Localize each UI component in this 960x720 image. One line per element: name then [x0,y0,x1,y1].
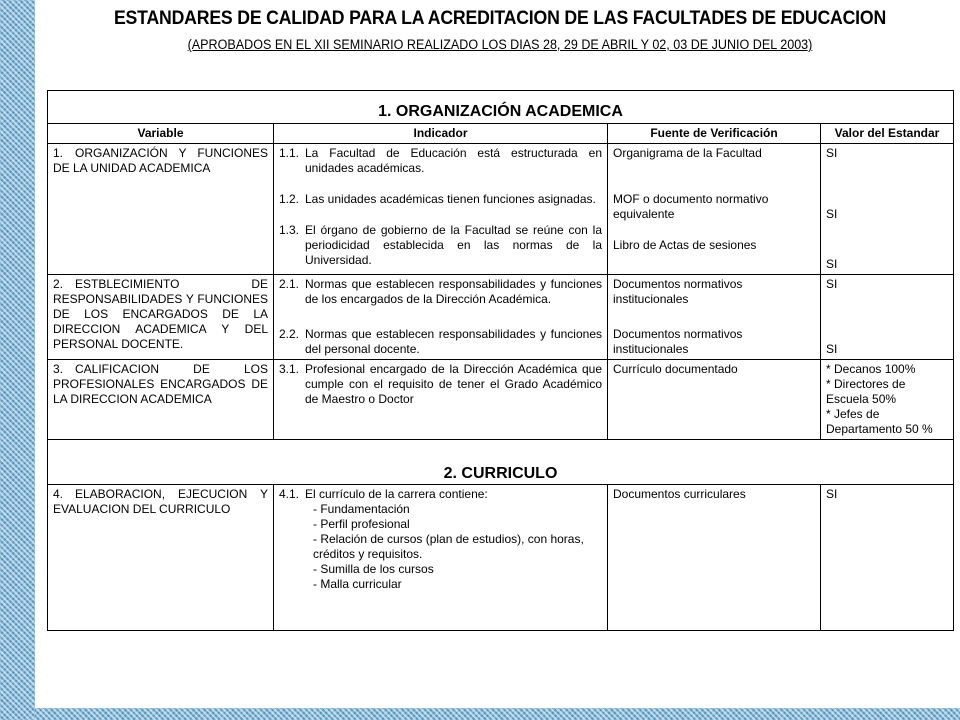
indicator-number: 2.1. [279,277,300,291]
source-item: Documentos normativos institucionales [613,327,743,356]
value-cell [821,485,954,631]
value-item: * Decanos 100% [826,362,916,376]
value-cell [821,275,954,360]
variable-cell [48,144,274,275]
list-item: - Perfil profesional [313,517,410,531]
document-subtitle: (APROBADOS EN EL XII SEMINARIO REALIZADO LOS DIAS 28, 29 DE ABRIL Y 02, 03 DE JUNIO DEL 2003) [187,37,813,52]
value-cell [821,144,954,275]
indicator-text: La Facultad de Educación está estructurada en unidades académicas. [305,146,602,175]
document-title: ESTANDARES DE CALIDAD PARA LA ACREDITACION DE LAS FACULTADES DE EDUCACION [113,8,887,29]
indicator-text: Profesional encargado de la Dirección Académica que cumple con el requisito de tener el Grado Académico de Maestro o Doctor [305,362,602,406]
indicator-number: 2.2. [279,327,300,341]
source-item: Organigrama de la Facultad [613,146,762,160]
indicator-item [279,277,602,307]
column-header-indicador: Indicador [274,124,608,144]
source-item: Documentos normativos institucionales [613,277,743,306]
source-cell [608,144,821,275]
value-item: SI [826,257,838,271]
indicator-item [279,487,602,502]
indicator-cell [274,275,608,360]
source-item: Documentos curriculares [613,487,746,501]
indicator-cell [274,360,608,440]
column-header-variable: Variable [48,124,274,144]
variable-number: 3. [53,362,64,376]
column-header-valor: Valor del Estandar [821,124,954,144]
variable-number: 2. [53,277,64,291]
variable-text: CALIFICACION DE LOS PROFESIONALES ENCARGADOS DE LA DIRECCION ACADEMICA [53,362,268,406]
source-item: MOF o documento normativo equivalente [613,192,769,221]
indicator-text: El órgano de gobierno de la Facultad se reúne con la periodicidad establecida en las normas de la Universidad. [305,223,602,267]
indicator-cell [274,485,608,631]
column-header-fuente: Fuente de Verificación [608,124,821,144]
indicator-number: 1.3. [279,223,300,237]
value-item: * Jefes de Departamento 50 % [826,407,933,436]
indicator-text: El currículo de la carrera contiene: [305,487,488,501]
curriculum-contents-list [279,502,602,592]
list-item: - Fundamentación [313,502,410,516]
source-cell [608,275,821,360]
variable-cell [48,485,274,631]
value-item: SI [826,277,838,291]
source-item: Libro de Actas de sesiones [613,238,757,252]
value-item: SI [826,146,838,160]
table-row [48,360,954,440]
list-item: - Sumilla de los cursos [313,562,434,576]
value-item: SI [826,207,838,221]
variable-number: 1. [53,146,64,160]
indicator-item [279,146,602,176]
left-decorative-border [0,0,35,720]
table-row [48,275,954,360]
standards-table [47,90,954,631]
section-1-heading: 1. ORGANIZACIÓN ACADEMICA [48,91,954,124]
variable-text: ORGANIZACIÓN Y FUNCIONES DE LA UNIDAD ACADEMICA [53,146,268,175]
variable-cell [48,360,274,440]
source-cell [608,360,821,440]
variable-cell [48,275,274,360]
table-row [48,485,954,631]
value-item: * Directores de Escuela 50% [826,377,906,406]
indicator-number: 4.1. [279,487,300,501]
list-item: - Malla curricular [313,577,402,591]
indicator-text: Las unidades académicas tienen funciones asignadas. [305,192,596,206]
indicator-cell [274,144,608,275]
variable-text: ELABORACION, EJECUCION Y EVALUACION DEL CURRICULO [53,487,268,516]
indicator-number: 3.1. [279,362,300,376]
indicator-number: 1.1. [279,146,300,160]
indicator-item [279,327,602,357]
list-item: - Relación de cursos (plan de estudios), con horas, créditos y requisitos. [313,532,584,561]
section-2-heading: 2. CURRICULO [48,440,954,485]
indicator-item [279,223,602,268]
value-item: SI [826,342,838,356]
value-item: SI [826,487,838,501]
indicator-text: Normas que establecen responsabilidades y funciones de los encargados de la Dirección Académica. [305,277,602,306]
indicator-item [279,362,602,407]
source-item: Currículo documentado [613,362,738,376]
indicator-number: 1.2. [279,192,300,206]
indicator-text: Normas que establecen responsabilidades y funciones del personal docente. [305,327,602,356]
column-header-row [48,124,954,144]
table-row [48,144,954,275]
value-cell [821,360,954,440]
bottom-decorative-border [35,708,960,720]
source-cell [608,485,821,631]
variable-number: 4. [53,487,64,501]
variable-text: ESTBLECIMIENTO DE RESPONSABILIDADES Y FUNCIONES DE LOS ENCARGADOS DE LA DIRECCION ACADEMICA Y DEL PERSONAL DOCENTE. [53,277,268,351]
indicator-item [279,192,602,207]
